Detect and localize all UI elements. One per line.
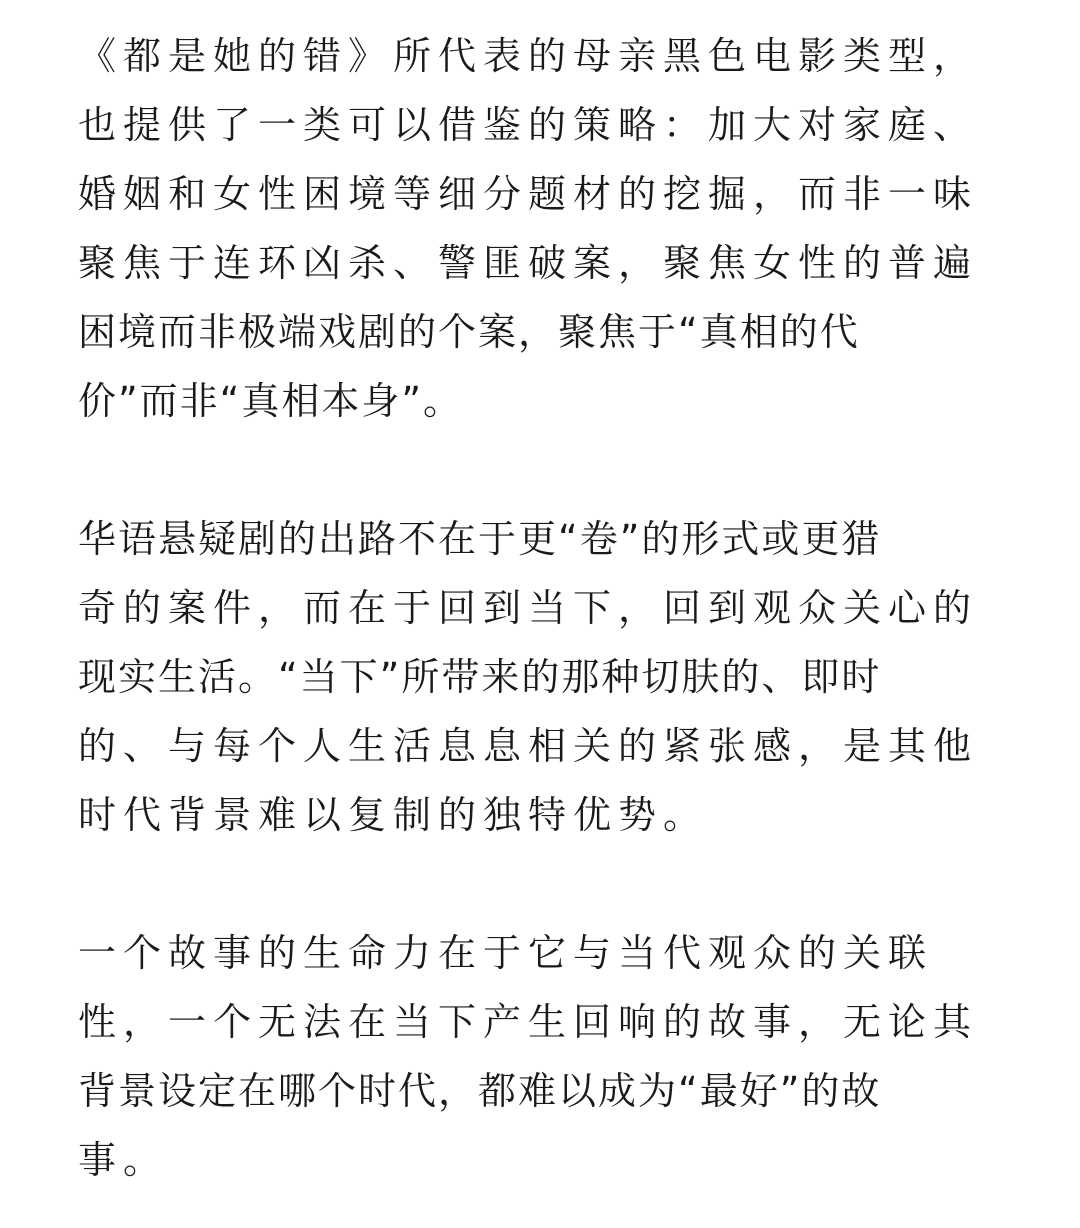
text-line: 背景设定在哪个时代，都难以成为“最好”的故 [78, 1069, 882, 1113]
text-line: 一个故事的生命力在于它与当代观众的关联 [78, 931, 934, 975]
paragraph-2 [78, 505, 1008, 850]
paragraph-3 [78, 919, 1008, 1195]
text-line: 现实生活。“当下”所带来的那种切肤的、即时 [78, 655, 882, 699]
text-line: 婚姻和女性困境等细分题材的挖掘，而非一味 [78, 172, 979, 216]
text-line: 困境而非极端戏剧的个案，聚焦于“真相的代 [78, 310, 860, 354]
text-line: 的、与每个人生活息息相关的紧张感，是其他 [78, 724, 979, 768]
paragraph-spacer [78, 850, 1008, 919]
text-line: 性，一个无法在当下产生回响的故事，无论其 [78, 1000, 979, 1044]
text-line: 事。 [78, 1138, 169, 1182]
text-line: 聚焦于连环凶杀、警匪破案，聚焦女性的普遍 [78, 241, 979, 285]
text-line: 也提供了一类可以借鉴的策略：加大对家庭、 [78, 103, 979, 147]
paragraph-spacer [78, 436, 1008, 505]
text-line: 华语悬疑剧的出路不在于更“卷”的形式或更猎 [78, 517, 882, 561]
text-line: 《都是她的错》所代表的母亲黑色电影类型， [78, 34, 979, 78]
paragraph-1 [78, 22, 1008, 436]
text-line: 奇的案件，而在于回到当下，回到观众关心的 [78, 586, 979, 630]
text-line: 时代背景难以复制的独特优势。 [78, 793, 709, 837]
text-line: 价”而非“真相本身”。 [78, 379, 464, 423]
article-body [78, 22, 1008, 1195]
